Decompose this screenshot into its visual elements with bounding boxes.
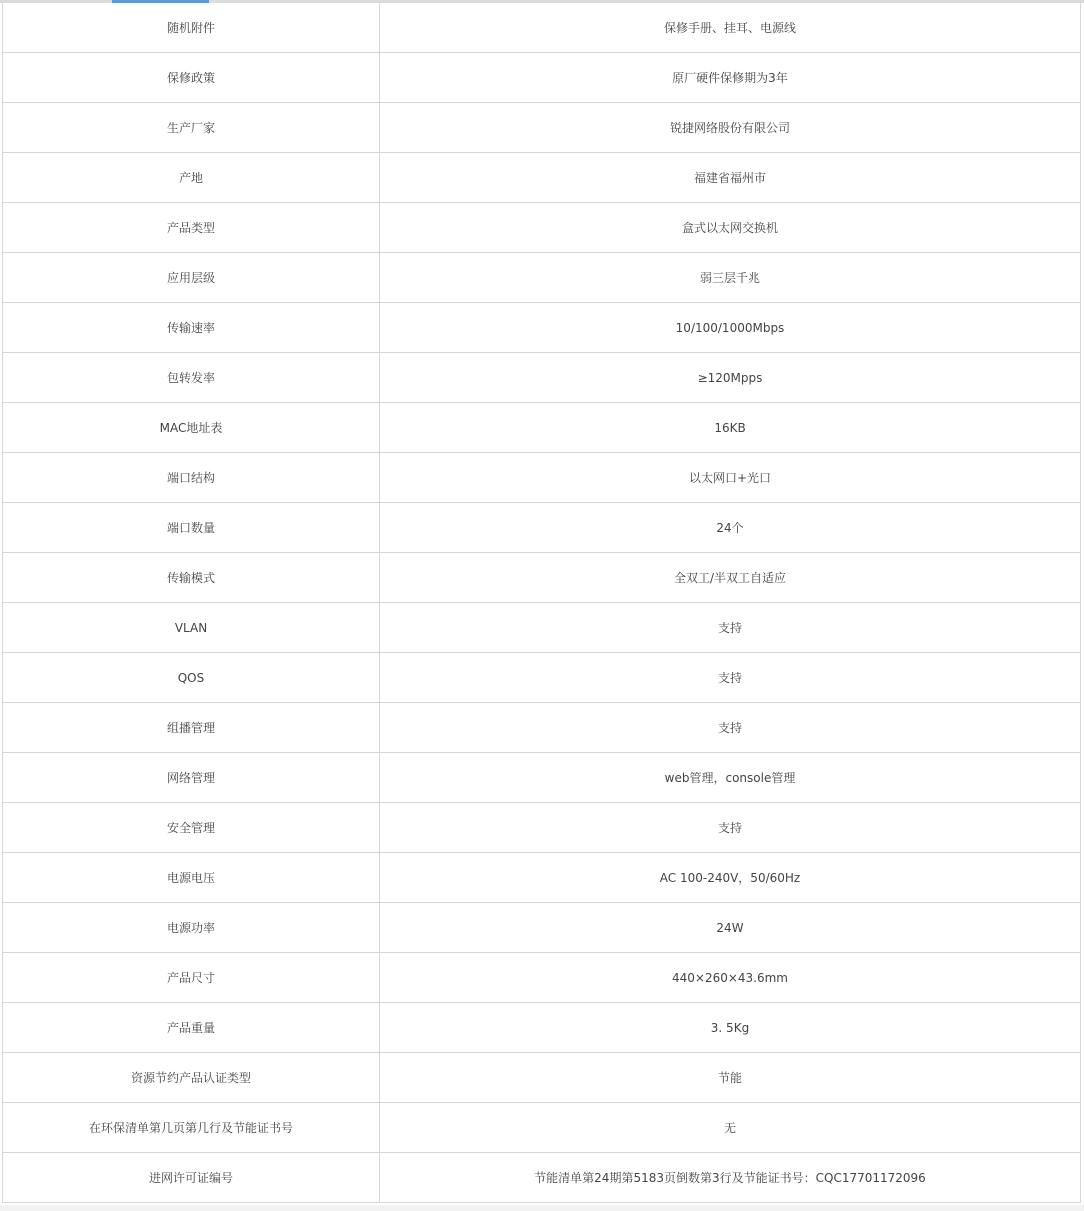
- spec-label: MAC地址表: [3, 403, 380, 453]
- spec-value: 以太网口+光口: [380, 453, 1081, 503]
- table-row: [3, 3, 1081, 53]
- spec-value: 节能: [380, 1053, 1081, 1103]
- spec-label: 传输速率: [3, 303, 380, 353]
- table-row: [3, 1153, 1081, 1203]
- table-row: [3, 1053, 1081, 1103]
- table-row: [3, 1003, 1081, 1053]
- spec-label: 电源电压: [3, 853, 380, 903]
- spec-value: 盒式以太网交换机: [380, 203, 1081, 253]
- table-row: [3, 603, 1081, 653]
- spec-label: 网络管理: [3, 753, 380, 803]
- table-row: [3, 503, 1081, 553]
- spec-value: 支持: [380, 653, 1081, 703]
- spec-value: 福建省福州市: [380, 153, 1081, 203]
- spec-label: 传输模式: [3, 553, 380, 603]
- spec-label: QOS: [3, 653, 380, 703]
- spec-label: VLAN: [3, 603, 380, 653]
- table-row: [3, 703, 1081, 753]
- spec-table: [2, 3, 1081, 1203]
- table-row: [3, 753, 1081, 803]
- table-row: [3, 253, 1081, 303]
- spec-value: 弱三层千兆: [380, 253, 1081, 303]
- table-row: [3, 403, 1081, 453]
- table-row: [3, 153, 1081, 203]
- spec-value: 支持: [380, 803, 1081, 853]
- spec-value: ≥120Mpps: [380, 353, 1081, 403]
- spec-value: web管理，console管理: [380, 753, 1081, 803]
- spec-label: 包转发率: [3, 353, 380, 403]
- spec-value: 3. 5Kg: [380, 1003, 1081, 1053]
- spec-label: 电源功率: [3, 903, 380, 953]
- spec-label: 进网许可证编号: [3, 1153, 380, 1203]
- table-row: [3, 1103, 1081, 1153]
- spec-value: 10/100/1000Mbps: [380, 303, 1081, 353]
- spec-value: 440×260×43.6mm: [380, 953, 1081, 1003]
- table-row: [3, 953, 1081, 1003]
- spec-label: 保修政策: [3, 53, 380, 103]
- spec-label: 在环保清单第几页第几行及节能证书号: [3, 1103, 380, 1153]
- spec-value: AC 100-240V，50/60Hz: [380, 853, 1081, 903]
- table-row: [3, 103, 1081, 153]
- table-row: [3, 653, 1081, 703]
- spec-value: 锐捷网络股份有限公司: [380, 103, 1081, 153]
- spec-label: 随机附件: [3, 3, 380, 53]
- table-row: [3, 353, 1081, 403]
- spec-label: 应用层级: [3, 253, 380, 303]
- spec-value: 全双工/半双工自适应: [380, 553, 1081, 603]
- spec-label: 生产厂家: [3, 103, 380, 153]
- table-row: [3, 803, 1081, 853]
- table-row: [3, 303, 1081, 353]
- spec-value: 16KB: [380, 403, 1081, 453]
- spec-label: 产地: [3, 153, 380, 203]
- spec-label: 端口结构: [3, 453, 380, 503]
- spec-value: 24个: [380, 503, 1081, 553]
- table-row: [3, 903, 1081, 953]
- spec-value: 无: [380, 1103, 1081, 1153]
- spec-value: 支持: [380, 703, 1081, 753]
- spec-label: 安全管理: [3, 803, 380, 853]
- spec-value: 24W: [380, 903, 1081, 953]
- spec-label: 资源节约产品认证类型: [3, 1053, 380, 1103]
- table-row: [3, 553, 1081, 603]
- table-row: [3, 203, 1081, 253]
- spec-label: 产品重量: [3, 1003, 380, 1053]
- spec-value: 原厂硬件保修期为3年: [380, 53, 1081, 103]
- table-row: [3, 453, 1081, 503]
- bottom-strip: [0, 1205, 1084, 1211]
- spec-label: 组播管理: [3, 703, 380, 753]
- table-row: [3, 53, 1081, 103]
- spec-value: 保修手册、挂耳、电源线: [380, 3, 1081, 53]
- spec-value: 节能清单第24期第5183页倒数第3行及节能证书号：CQC17701172096: [380, 1153, 1081, 1203]
- spec-label: 端口数量: [3, 503, 380, 553]
- spec-label: 产品尺寸: [3, 953, 380, 1003]
- spec-label: 产品类型: [3, 203, 380, 253]
- table-row: [3, 853, 1081, 903]
- spec-value: 支持: [380, 603, 1081, 653]
